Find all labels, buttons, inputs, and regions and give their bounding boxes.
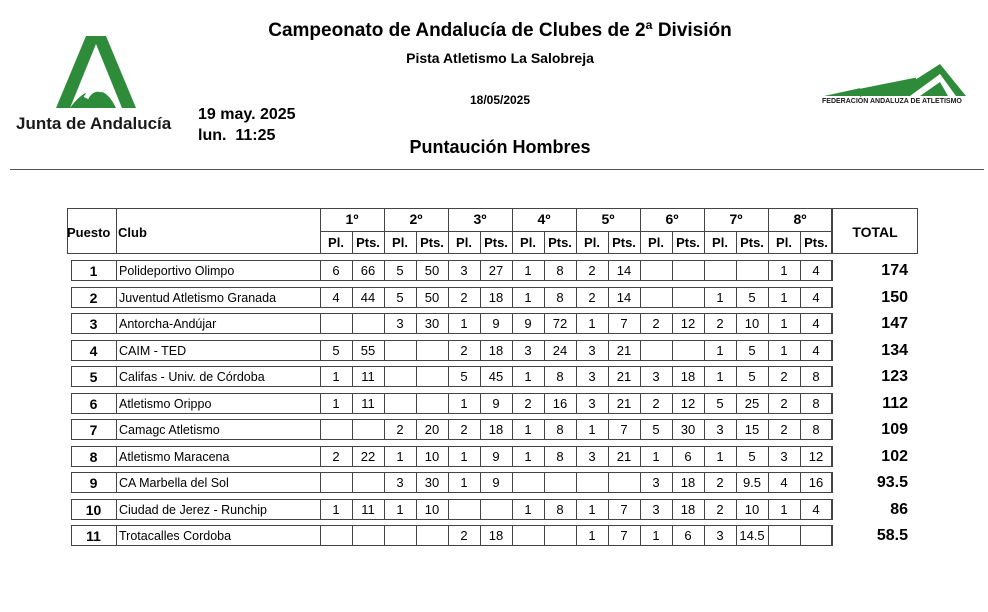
row-divider-club: [116, 340, 117, 361]
row-cell-pts: 20: [424, 422, 440, 437]
row-cell-pts: 4: [812, 263, 820, 278]
row-cell-pl: 3: [716, 528, 724, 543]
row-total: 112: [882, 394, 908, 412]
row-cell-pl: 2: [524, 395, 532, 411]
row-cell-pl: 3: [588, 369, 596, 384]
row-cell-pl: 4: [780, 475, 788, 490]
row-col-line: [832, 525, 833, 546]
row-cell-pl: 1: [780, 263, 788, 278]
row-cell-pts: 9: [492, 448, 500, 464]
row-cell-pl: 2: [716, 316, 724, 331]
row-cell-pl: 3: [396, 316, 404, 331]
col-header-place: 8º: [793, 211, 807, 227]
col-header-pts: Pts.: [548, 235, 572, 250]
row-cell-pts: 14.5: [739, 528, 765, 543]
row-cell-pl: 3: [588, 448, 596, 464]
row-cell-pts: 11: [361, 501, 375, 517]
row-cell-pts: 5: [748, 342, 756, 358]
row-position: 8: [89, 448, 98, 465]
row-position: 2: [89, 289, 98, 306]
row-cell-pts: 66: [360, 263, 376, 278]
row-col-line: [640, 287, 641, 308]
row-cell-pts: 11: [361, 395, 375, 411]
row-cell-pts: 8: [556, 448, 564, 464]
row-cell-pts: 10: [744, 316, 760, 331]
page-title: Campeonato de Andalucía de Clubes de 2ª División: [268, 20, 732, 41]
row-cell-pts: 16: [808, 475, 824, 490]
row-divider-club: [116, 260, 117, 281]
row-cell-pl: 1: [588, 316, 596, 331]
header-divider: [10, 169, 984, 170]
junta-andalucia-emblem-icon: [56, 36, 136, 110]
row-cell-pts: 72: [552, 316, 568, 331]
row-col-line: [640, 340, 641, 361]
row-cell-pl: 1: [460, 316, 468, 331]
row-col-line: [640, 260, 641, 281]
row-cell-pl: 3: [652, 369, 660, 384]
col-header-pts: Pts.: [356, 235, 380, 250]
row-cell-pl: 1: [780, 501, 788, 517]
row-cell-pts: 14: [616, 263, 632, 278]
row-cell-pts: 16: [552, 395, 568, 411]
row-col-line: [832, 446, 833, 467]
header-divider-club: [116, 208, 117, 254]
junta-andalucia-logo: [14, 34, 184, 144]
row-cell-pl: 1: [588, 528, 596, 543]
row-cell-pl: 1: [332, 501, 340, 517]
row-cell-pl: 2: [588, 289, 596, 305]
row-cell-pts: 7: [620, 528, 628, 543]
row-cell-pts: 5: [748, 369, 756, 384]
row-cell-pl: 2: [460, 342, 468, 358]
row-cell-pts: 8: [556, 501, 564, 517]
col-header-pts: Pts.: [420, 235, 444, 250]
row-club-name: Trotacalles Cordoba: [119, 529, 232, 543]
col-header-place: 2º: [409, 211, 423, 227]
row-cell-pts: 6: [684, 528, 692, 543]
row-position: 5: [89, 369, 98, 385]
row-col-line: [416, 525, 417, 546]
row-col-line: [416, 393, 417, 414]
row-col-line: [832, 499, 833, 520]
row-divider-club: [116, 419, 117, 440]
row-cell-pts: 14: [616, 289, 632, 305]
row-divider-club: [116, 393, 117, 414]
row-col-line: [544, 472, 545, 493]
row-col-line: [352, 472, 353, 493]
row-divider-club: [116, 499, 117, 520]
row-divider-club: [116, 472, 117, 493]
row-total: 134: [881, 341, 908, 359]
row-cell-pts: 9: [492, 316, 500, 331]
row-cell-pts: 8: [812, 422, 820, 437]
row-divider-club: [116, 287, 117, 308]
row-club-name: CAIM - TED: [119, 343, 187, 358]
col-header-pl: Pl.: [776, 235, 792, 250]
row-cell-pl: 3: [460, 263, 468, 278]
row-cell-pts: 18: [488, 422, 504, 437]
row-total: 58.5: [876, 527, 908, 544]
print-time: lun. 11:25: [198, 127, 276, 144]
row-col-line: [832, 260, 833, 281]
row-cell-pts: 6: [684, 448, 692, 464]
row-cell-pl: 1: [332, 395, 340, 411]
row-col-line: [352, 419, 353, 440]
row-cell-pts: 24: [552, 342, 568, 358]
row-cell-pts: 4: [812, 289, 820, 305]
row-cell-pl: 1: [332, 369, 340, 384]
row-cell-pts: 30: [424, 475, 440, 490]
row-col-line: [320, 525, 321, 546]
row-cell-pl: 1: [460, 395, 468, 411]
row-cell-pl: 3: [716, 422, 724, 437]
row-cell-pl: 5: [396, 263, 404, 278]
col-header-pl: Pl.: [520, 235, 536, 250]
event-date: 18/05/2025: [469, 93, 531, 107]
row-col-line: [416, 366, 417, 387]
row-col-line: [384, 525, 385, 546]
row-cell-pts: 9: [492, 395, 500, 411]
row-cell-pts: 50: [424, 289, 440, 305]
row-cell-pts: 4: [812, 501, 820, 517]
row-cell-pts: 8: [556, 289, 564, 305]
row-cell-pts: 55: [360, 342, 376, 358]
col-header-pl: Pl.: [456, 235, 472, 250]
row-cell-pl: 1: [652, 448, 660, 464]
col-header-puesto: Puesto: [67, 225, 111, 240]
row-cell-pl: 5: [652, 422, 660, 437]
row-position: 1: [89, 263, 98, 279]
row-cell-pts: 30: [424, 316, 440, 331]
row-club-name: Califas - Univ. de Córdoba: [119, 370, 265, 384]
row-divider-club: [116, 313, 117, 334]
row-cell-pts: 10: [424, 501, 440, 517]
row-col-line: [352, 525, 353, 546]
row-cell-pts: 21: [616, 395, 632, 411]
row-position: 10: [85, 501, 102, 518]
row-col-line: [608, 472, 609, 493]
col-header-pts: Pts.: [484, 235, 508, 250]
row-cell-pts: 12: [808, 448, 824, 464]
row-total: 174: [881, 262, 908, 279]
row-col-line: [480, 499, 481, 520]
col-header-pl: Pl.: [712, 235, 728, 250]
row-position: 3: [89, 316, 98, 332]
row-col-line: [384, 393, 385, 414]
row-position: 6: [89, 395, 98, 412]
row-col-line: [576, 472, 577, 493]
row-cell-pts: 8: [556, 263, 564, 278]
row-cell-pl: 1: [716, 369, 724, 384]
row-divider-club: [116, 446, 117, 467]
row-cell-pts: 18: [488, 289, 504, 305]
row-cell-pl: 5: [716, 395, 724, 411]
row-cell-pl: 1: [780, 289, 788, 305]
row-cell-pts: 15: [744, 422, 760, 437]
row-cell-pts: 21: [616, 369, 632, 384]
row-cell-pl: 1: [716, 448, 724, 464]
row-cell-pl: 1: [524, 263, 532, 278]
row-divider-club: [116, 525, 117, 546]
row-club-name: Atletismo Orippo: [119, 396, 212, 411]
row-col-line: [672, 340, 673, 361]
row-col-line: [544, 525, 545, 546]
row-cell-pl: 1: [524, 422, 532, 437]
row-cell-pl: 2: [780, 369, 788, 384]
row-cell-pts: 5: [748, 289, 756, 305]
row-col-line: [320, 472, 321, 493]
row-cell-pl: 2: [332, 448, 340, 464]
row-col-line: [832, 419, 833, 440]
row-club-name: Ciudad de Jerez - Runchip: [119, 502, 267, 517]
row-cell-pl: 3: [652, 501, 660, 517]
row-club-name: Juventud Atletismo Granada: [119, 290, 277, 305]
row-cell-pl: 3: [652, 475, 660, 490]
row-col-line: [672, 260, 673, 281]
row-col-line: [416, 340, 417, 361]
row-cell-pts: 18: [488, 342, 504, 358]
row-cell-pl: 1: [460, 475, 468, 490]
faa-emblem-icon: [820, 62, 970, 98]
row-cell-pl: 9: [524, 316, 532, 331]
row-cell-pts: 5: [748, 448, 756, 464]
row-position: 4: [89, 342, 98, 359]
row-cell-pl: 2: [588, 263, 596, 278]
row-position: 9: [89, 475, 98, 491]
row-cell-pl: 1: [524, 501, 532, 517]
row-col-line: [832, 472, 833, 493]
row-cell-pts: 50: [424, 263, 440, 278]
col-header-pl: Pl.: [584, 235, 600, 250]
col-header-pts: Pts.: [676, 235, 700, 250]
row-total: 93.5: [876, 474, 908, 491]
row-club-name: Polideportivo Olimpo: [119, 264, 235, 278]
row-cell-pl: 1: [524, 369, 532, 384]
row-cell-pts: 12: [680, 395, 696, 411]
row-col-line: [384, 366, 385, 387]
row-cell-pts: 11: [361, 369, 375, 384]
row-cell-pl: 2: [460, 289, 468, 305]
row-cell-pl: 4: [332, 289, 340, 305]
row-col-line: [800, 525, 801, 546]
junta-logo-text: Junta de Andalucía: [16, 114, 172, 133]
row-total: 150: [881, 288, 908, 306]
row-cell-pts: 10: [424, 448, 440, 464]
row-cell-pts: 12: [680, 316, 696, 331]
row-col-line: [832, 393, 833, 414]
faa-logo: [820, 62, 970, 110]
row-cell-pts: 4: [812, 342, 820, 358]
row-cell-pl: 2: [716, 475, 724, 490]
row-cell-pl: 1: [780, 316, 788, 331]
row-col-line: [448, 499, 449, 520]
row-cell-pts: 7: [620, 422, 628, 437]
row-col-line: [832, 313, 833, 334]
row-cell-pl: 3: [588, 395, 596, 411]
row-cell-pts: 30: [680, 422, 696, 437]
col-header-place: 4º: [537, 211, 551, 227]
row-cell-pl: 1: [652, 528, 660, 543]
row-cell-pl: 1: [588, 501, 596, 517]
row-cell-pts: 18: [680, 475, 696, 490]
faa-logo-text: FEDERACIÓN ANDALUZA DE ATLETISMO: [822, 98, 962, 105]
row-cell-pts: 18: [680, 501, 696, 517]
row-col-line: [512, 472, 513, 493]
col-header-pl: Pl.: [328, 235, 344, 250]
row-col-line: [768, 525, 769, 546]
row-cell-pts: 4: [812, 316, 820, 331]
row-cell-pl: 1: [524, 448, 532, 464]
col-header-club: Club: [118, 225, 147, 240]
col-header-place: 5º: [601, 211, 615, 227]
row-cell-pl: 2: [652, 316, 660, 331]
row-cell-pts: 8: [812, 369, 820, 384]
row-col-line: [704, 260, 705, 281]
row-club-name: Antorcha-Andújar: [119, 317, 217, 331]
row-cell-pl: 1: [588, 422, 596, 437]
row-cell-pl: 2: [652, 395, 660, 411]
row-cell-pts: 25: [744, 395, 760, 411]
row-club-name: CA Marbella del Sol: [119, 476, 229, 490]
row-col-line: [512, 525, 513, 546]
row-col-line: [384, 340, 385, 361]
row-cell-pts: 8: [812, 395, 820, 411]
col-header-pl: Pl.: [648, 235, 664, 250]
row-cell-pl: 2: [460, 422, 468, 437]
row-divider-club: [116, 366, 117, 387]
col-header-pts: Pts.: [612, 235, 636, 250]
row-cell-pl: 5: [396, 289, 404, 305]
row-col-line: [832, 366, 833, 387]
col-header-pts: Pts.: [740, 235, 764, 250]
row-cell-pl: 1: [780, 342, 788, 358]
row-cell-pl: 3: [780, 448, 788, 464]
row-total: 86: [890, 500, 908, 518]
row-cell-pts: 8: [556, 422, 564, 437]
row-total: 123: [881, 368, 908, 385]
row-total: 109: [881, 421, 908, 438]
col-header-pl: Pl.: [392, 235, 408, 250]
row-cell-pl: 2: [780, 395, 788, 411]
row-cell-pl: 2: [716, 501, 724, 517]
row-cell-pts: 18: [488, 528, 504, 543]
row-cell-pl: 1: [716, 289, 724, 305]
row-cell-pts: 18: [680, 369, 696, 384]
row-cell-pts: 27: [488, 263, 504, 278]
row-total: 102: [881, 447, 908, 465]
row-col-line: [352, 313, 353, 334]
row-cell-pts: 21: [616, 448, 632, 464]
row-position: 11: [86, 528, 101, 544]
col-header-place: 1º: [345, 211, 359, 227]
row-cell-pts: 45: [488, 369, 504, 384]
row-cell-pl: 3: [396, 475, 404, 490]
row-col-line: [832, 287, 833, 308]
row-col-line: [736, 260, 737, 281]
row-cell-pl: 5: [460, 369, 468, 384]
row-club-name: Camagc Atletismo: [119, 423, 220, 437]
row-cell-pl: 2: [396, 422, 404, 437]
row-cell-pts: 21: [616, 342, 632, 358]
row-cell-pts: 10: [744, 501, 760, 517]
row-cell-pts: 44: [360, 289, 376, 305]
row-col-line: [832, 340, 833, 361]
col-header-place: 3º: [473, 211, 487, 227]
col-header-total: TOTAL: [852, 224, 898, 240]
row-cell-pl: 2: [460, 528, 468, 543]
page-subtitle: Pista Atletismo La Salobreja: [406, 50, 594, 66]
row-cell-pl: 1: [524, 289, 532, 305]
section-title: Puntaución Hombres: [409, 137, 591, 157]
row-cell-pts: 7: [620, 501, 628, 517]
row-total: 147: [881, 315, 908, 332]
row-cell-pl: 1: [396, 448, 404, 464]
row-cell-pl: 2: [780, 422, 788, 437]
col-header-place: 6º: [665, 211, 679, 227]
col-header-pts: Pts.: [804, 235, 828, 250]
row-col-line: [672, 287, 673, 308]
col-header-place: 7º: [729, 211, 743, 227]
row-cell-pl: 3: [524, 342, 532, 358]
row-cell-pl: 1: [716, 342, 724, 358]
row-cell-pl: 5: [332, 342, 340, 358]
row-position: 7: [89, 422, 98, 438]
row-cell-pl: 6: [332, 263, 340, 278]
print-date: 19 may. 2025: [198, 106, 296, 123]
row-cell-pts: 8: [556, 369, 564, 384]
row-cell-pts: 9: [492, 475, 500, 490]
row-cell-pts: 22: [360, 448, 376, 464]
row-cell-pl: 3: [588, 342, 596, 358]
row-cell-pl: 1: [460, 448, 468, 464]
row-cell-pl: 1: [396, 501, 404, 517]
row-cell-pts: 7: [620, 316, 628, 331]
row-cell-pts: 9.5: [742, 475, 762, 490]
row-col-line: [320, 313, 321, 334]
print-datetime: [198, 104, 296, 146]
row-club-name: Atletismo Maracena: [119, 449, 230, 464]
row-col-line: [320, 419, 321, 440]
